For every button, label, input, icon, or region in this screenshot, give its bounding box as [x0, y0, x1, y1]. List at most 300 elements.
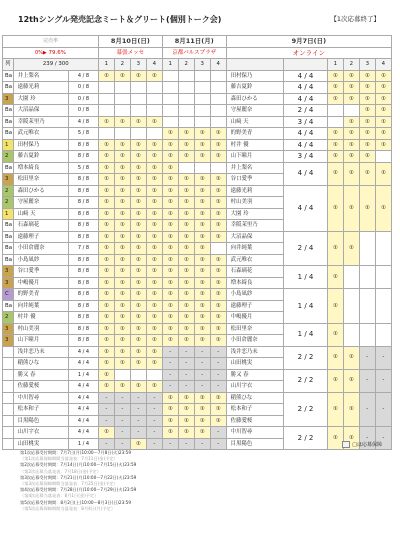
slot-cell[interactable]	[130, 369, 146, 381]
online-slot-cell[interactable]: ①	[375, 70, 391, 82]
online-slot-cell[interactable]: ①	[375, 128, 391, 140]
slot-cell[interactable]: ①	[130, 266, 146, 278]
slot-cell[interactable]: ①	[146, 162, 162, 174]
slot-cell[interactable]: ①	[210, 231, 226, 243]
slot-cell[interactable]: ①	[130, 381, 146, 393]
slot-cell[interactable]: ①	[162, 266, 178, 278]
online-slot-cell[interactable]: -	[375, 427, 391, 450]
slot-cell[interactable]: ①	[210, 185, 226, 197]
slot-cell[interactable]: ①	[130, 358, 146, 370]
online-slot-cell[interactable]: ①	[327, 231, 343, 266]
slot-cell[interactable]	[194, 93, 210, 105]
slot-cell[interactable]: ①	[162, 277, 178, 289]
slot-cell[interactable]: ①	[194, 312, 210, 324]
slot-cell[interactable]: ①	[178, 128, 194, 140]
slot-cell[interactable]: ①	[114, 185, 130, 197]
slot-cell[interactable]: ①	[146, 151, 162, 163]
slot-cell[interactable]: ①	[178, 208, 194, 220]
slot-cell[interactable]: ①	[162, 197, 178, 209]
slot-cell[interactable]: ①	[178, 185, 194, 197]
slot-cell[interactable]: ①	[114, 231, 130, 243]
online-slot-cell[interactable]: -	[359, 369, 375, 392]
online-slot-cell[interactable]: ①	[327, 392, 343, 427]
online-slot-cell[interactable]: ①	[375, 82, 391, 94]
slot-cell[interactable]: ①	[194, 243, 210, 255]
online-slot-cell[interactable]: ①	[327, 151, 343, 163]
slot-cell[interactable]: ①	[178, 151, 194, 163]
slot-cell[interactable]: ①	[146, 289, 162, 301]
online-slot-cell[interactable]: ①	[343, 93, 359, 105]
slot-cell[interactable]: -	[162, 358, 178, 370]
online-slot-cell[interactable]: ①	[343, 185, 359, 231]
slot-cell[interactable]: ①	[210, 151, 226, 163]
slot-cell[interactable]	[146, 369, 162, 381]
slot-cell[interactable]: ①	[114, 277, 130, 289]
online-slot-cell[interactable]	[375, 289, 391, 324]
online-slot-cell[interactable]: ①	[343, 82, 359, 94]
slot-cell[interactable]: -	[130, 392, 146, 404]
slot-cell[interactable]	[162, 105, 178, 117]
slot-cell[interactable]: -	[178, 346, 194, 358]
slot-cell[interactable]	[210, 93, 226, 105]
slot-cell[interactable]: ①	[146, 254, 162, 266]
slot-cell[interactable]	[162, 93, 178, 105]
slot-cell[interactable]: ①	[146, 346, 162, 358]
online-slot-cell[interactable]	[375, 151, 391, 163]
slot-cell[interactable]: -	[146, 404, 162, 416]
online-slot-cell[interactable]	[343, 323, 359, 346]
slot-cell[interactable]: ①	[130, 139, 146, 151]
slot-cell[interactable]: ①	[178, 174, 194, 186]
slot-cell[interactable]: ①	[162, 254, 178, 266]
slot-cell[interactable]: ①	[210, 392, 226, 404]
slot-cell[interactable]: ①	[114, 70, 130, 82]
online-slot-cell[interactable]: ①	[343, 392, 359, 427]
slot-cell[interactable]: ①	[98, 335, 114, 347]
slot-cell[interactable]: ①	[114, 358, 130, 370]
slot-cell[interactable]: -	[162, 346, 178, 358]
slot-cell[interactable]: ①	[98, 139, 114, 151]
slot-cell[interactable]: ①	[162, 208, 178, 220]
slot-cell[interactable]: -	[210, 358, 226, 370]
slot-cell[interactable]: ①	[194, 185, 210, 197]
slot-cell[interactable]	[98, 128, 114, 140]
online-slot-cell[interactable]: ①	[359, 162, 375, 185]
slot-cell[interactable]: ①	[130, 438, 146, 450]
slot-cell[interactable]	[178, 93, 194, 105]
online-slot-cell[interactable]: ①	[375, 162, 391, 185]
slot-cell[interactable]: ①	[194, 220, 210, 232]
slot-cell[interactable]: -	[194, 346, 210, 358]
slot-cell[interactable]: -	[210, 381, 226, 393]
online-slot-cell[interactable]: ①	[359, 105, 375, 117]
slot-cell[interactable]: ①	[178, 392, 194, 404]
slot-cell[interactable]: ①	[194, 277, 210, 289]
slot-cell[interactable]: ①	[194, 415, 210, 427]
slot-cell[interactable]: ①	[146, 220, 162, 232]
slot-cell[interactable]	[98, 105, 114, 117]
slot-cell[interactable]	[130, 93, 146, 105]
slot-cell[interactable]	[114, 128, 130, 140]
slot-cell[interactable]: ①	[210, 323, 226, 335]
slot-cell[interactable]: ①	[130, 220, 146, 232]
slot-cell[interactable]: ①	[114, 312, 130, 324]
slot-cell[interactable]: ①	[130, 231, 146, 243]
slot-cell[interactable]: ①	[114, 162, 130, 174]
online-slot-cell[interactable]	[359, 289, 375, 324]
online-slot-cell[interactable]	[327, 105, 343, 117]
online-slot-cell[interactable]: ①	[343, 151, 359, 163]
slot-cell[interactable]: -	[194, 438, 210, 450]
slot-cell[interactable]: ①	[162, 185, 178, 197]
online-slot-cell[interactable]: -	[375, 346, 391, 369]
slot-cell[interactable]: ①	[98, 369, 114, 381]
slot-cell[interactable]: ①	[98, 162, 114, 174]
slot-cell[interactable]: ①	[114, 220, 130, 232]
online-slot-cell[interactable]: ①	[327, 323, 343, 346]
slot-cell[interactable]: -	[210, 438, 226, 450]
slot-cell[interactable]: ①	[178, 220, 194, 232]
slot-cell[interactable]: -	[98, 392, 114, 404]
slot-cell[interactable]: ①	[162, 335, 178, 347]
slot-cell[interactable]: ①	[194, 335, 210, 347]
slot-cell[interactable]: ①	[194, 151, 210, 163]
slot-cell[interactable]: ①	[178, 427, 194, 439]
slot-cell[interactable]: ①	[210, 312, 226, 324]
slot-cell[interactable]: ①	[194, 197, 210, 209]
slot-cell[interactable]: ①	[194, 139, 210, 151]
slot-cell[interactable]: ①	[114, 197, 130, 209]
slot-cell[interactable]	[130, 82, 146, 94]
slot-cell[interactable]: -	[194, 381, 210, 393]
online-slot-cell[interactable]: ①	[327, 346, 343, 369]
slot-cell[interactable]: -	[146, 415, 162, 427]
slot-cell[interactable]: ①	[162, 427, 178, 439]
slot-cell[interactable]	[210, 82, 226, 94]
slot-cell[interactable]: ①	[130, 208, 146, 220]
online-slot-cell[interactable]	[359, 323, 375, 346]
slot-cell[interactable]: ①	[146, 243, 162, 255]
slot-cell[interactable]: ①	[98, 300, 114, 312]
slot-cell[interactable]: ①	[130, 289, 146, 301]
slot-cell[interactable]: ①	[162, 151, 178, 163]
slot-cell[interactable]	[210, 116, 226, 128]
slot-cell[interactable]: ①	[146, 266, 162, 278]
slot-cell[interactable]: ①	[114, 139, 130, 151]
slot-cell[interactable]: ①	[130, 323, 146, 335]
slot-cell[interactable]	[162, 70, 178, 82]
slot-cell[interactable]: ①	[114, 323, 130, 335]
slot-cell[interactable]: ①	[130, 70, 146, 82]
slot-cell[interactable]	[194, 105, 210, 117]
slot-cell[interactable]: ①	[162, 289, 178, 301]
slot-cell[interactable]: ①	[98, 151, 114, 163]
slot-cell[interactable]	[194, 70, 210, 82]
slot-cell[interactable]: ①	[210, 174, 226, 186]
slot-cell[interactable]: ①	[162, 139, 178, 151]
slot-cell[interactable]: ①	[162, 300, 178, 312]
slot-cell[interactable]: ①	[210, 266, 226, 278]
slot-cell[interactable]: ①	[146, 277, 162, 289]
slot-cell[interactable]: ①	[178, 266, 194, 278]
slot-cell[interactable]: ①	[210, 220, 226, 232]
online-slot-cell[interactable]: ①	[327, 70, 343, 82]
slot-cell[interactable]: ①	[114, 289, 130, 301]
slot-cell[interactable]: ①	[162, 392, 178, 404]
slot-cell[interactable]: ①	[194, 266, 210, 278]
online-slot-cell[interactable]	[343, 105, 359, 117]
slot-cell[interactable]	[130, 128, 146, 140]
online-slot-cell[interactable]: ①	[343, 427, 359, 450]
online-slot-cell[interactable]: -	[359, 427, 375, 450]
slot-cell[interactable]: ①	[146, 70, 162, 82]
slot-cell[interactable]: ①	[178, 277, 194, 289]
online-slot-cell[interactable]: ①	[359, 82, 375, 94]
slot-cell[interactable]: ①	[98, 277, 114, 289]
online-slot-cell[interactable]: -	[359, 392, 375, 427]
slot-cell[interactable]	[146, 105, 162, 117]
online-slot-cell[interactable]: ①	[375, 116, 391, 128]
slot-cell[interactable]: ①	[194, 174, 210, 186]
slot-cell[interactable]: -	[98, 438, 114, 450]
slot-cell[interactable]: ①	[130, 116, 146, 128]
slot-cell[interactable]: ①	[162, 404, 178, 416]
online-slot-cell[interactable]: ①	[359, 151, 375, 163]
slot-cell[interactable]: ①	[194, 208, 210, 220]
slot-cell[interactable]: ①	[114, 151, 130, 163]
slot-cell[interactable]: -	[98, 404, 114, 416]
slot-cell[interactable]: ①	[130, 243, 146, 255]
online-slot-cell[interactable]: ①	[359, 70, 375, 82]
slot-cell[interactable]: -	[178, 381, 194, 393]
slot-cell[interactable]: -	[178, 369, 194, 381]
slot-cell[interactable]: ①	[98, 243, 114, 255]
slot-cell[interactable]: ①	[210, 254, 226, 266]
slot-cell[interactable]: -	[178, 438, 194, 450]
online-slot-cell[interactable]: ①	[327, 93, 343, 105]
slot-cell[interactable]: -	[114, 427, 130, 439]
online-slot-cell[interactable]: ①	[343, 231, 359, 266]
online-slot-cell[interactable]: ①	[343, 70, 359, 82]
slot-cell[interactable]: ①	[98, 266, 114, 278]
slot-cell[interactable]	[178, 116, 194, 128]
slot-cell[interactable]: ①	[98, 323, 114, 335]
slot-cell[interactable]: ①	[210, 335, 226, 347]
slot-cell[interactable]	[146, 128, 162, 140]
slot-cell[interactable]: -	[98, 415, 114, 427]
slot-cell[interactable]	[178, 105, 194, 117]
slot-cell[interactable]: ①	[210, 289, 226, 301]
slot-cell[interactable]: ①	[178, 231, 194, 243]
slot-cell[interactable]: ①	[178, 335, 194, 347]
online-slot-cell[interactable]: ①	[327, 185, 343, 231]
slot-cell[interactable]	[194, 162, 210, 174]
slot-cell[interactable]: ①	[130, 312, 146, 324]
slot-cell[interactable]: ①	[130, 185, 146, 197]
slot-cell[interactable]: ①	[114, 335, 130, 347]
slot-cell[interactable]: ①	[114, 208, 130, 220]
slot-cell[interactable]: ①	[114, 381, 130, 393]
slot-cell[interactable]: ①	[98, 289, 114, 301]
slot-cell[interactable]: ①	[146, 185, 162, 197]
slot-cell[interactable]: ①	[98, 70, 114, 82]
slot-cell[interactable]: ①	[130, 335, 146, 347]
slot-cell[interactable]	[114, 369, 130, 381]
slot-cell[interactable]: -	[210, 369, 226, 381]
slot-cell[interactable]: ①	[114, 254, 130, 266]
online-slot-cell[interactable]: ①	[359, 93, 375, 105]
slot-cell[interactable]	[114, 105, 130, 117]
slot-cell[interactable]: ①	[210, 139, 226, 151]
slot-cell[interactable]: ①	[130, 174, 146, 186]
online-slot-cell[interactable]: -	[375, 392, 391, 427]
online-slot-cell[interactable]	[375, 231, 391, 266]
slot-cell[interactable]: ①	[194, 323, 210, 335]
slot-cell[interactable]: ①	[162, 174, 178, 186]
slot-cell[interactable]	[98, 93, 114, 105]
slot-cell[interactable]: ①	[98, 312, 114, 324]
slot-cell[interactable]: ①	[194, 289, 210, 301]
slot-cell[interactable]: ①	[162, 162, 178, 174]
slot-cell[interactable]: ①	[146, 174, 162, 186]
slot-cell[interactable]: ①	[98, 381, 114, 393]
slot-cell[interactable]: ①	[130, 346, 146, 358]
online-slot-cell[interactable]: ①	[375, 185, 391, 231]
slot-cell[interactable]: ①	[210, 197, 226, 209]
slot-cell[interactable]: ①	[194, 254, 210, 266]
slot-cell[interactable]	[114, 93, 130, 105]
slot-cell[interactable]: ①	[162, 243, 178, 255]
slot-cell[interactable]	[210, 70, 226, 82]
slot-cell[interactable]: -	[146, 427, 162, 439]
slot-cell[interactable]: -	[178, 358, 194, 370]
slot-cell[interactable]	[162, 82, 178, 94]
slot-cell[interactable]	[178, 70, 194, 82]
online-slot-cell[interactable]	[343, 289, 359, 324]
online-slot-cell[interactable]: ①	[327, 162, 343, 185]
online-slot-cell[interactable]: ①	[343, 116, 359, 128]
slot-cell[interactable]: -	[210, 427, 226, 439]
slot-cell[interactable]: ①	[146, 358, 162, 370]
slot-cell[interactable]: ①	[210, 404, 226, 416]
slot-cell[interactable]: ①	[98, 254, 114, 266]
slot-cell[interactable]	[210, 162, 226, 174]
online-slot-cell[interactable]: ①	[327, 266, 343, 289]
slot-cell[interactable]	[210, 243, 226, 255]
online-slot-cell[interactable]: ①	[359, 128, 375, 140]
slot-cell[interactable]: ①	[98, 208, 114, 220]
slot-cell[interactable]: -	[194, 358, 210, 370]
slot-cell[interactable]: ①	[194, 231, 210, 243]
slot-cell[interactable]: ①	[114, 266, 130, 278]
online-slot-cell[interactable]	[375, 323, 391, 346]
slot-cell[interactable]	[210, 105, 226, 117]
slot-cell[interactable]: ①	[194, 404, 210, 416]
slot-cell[interactable]: ①	[146, 323, 162, 335]
online-slot-cell[interactable]	[359, 231, 375, 266]
slot-cell[interactable]: -	[194, 369, 210, 381]
online-slot-cell[interactable]: ①	[359, 185, 375, 231]
slot-cell[interactable]: -	[146, 438, 162, 450]
slot-cell[interactable]: ①	[98, 185, 114, 197]
slot-cell[interactable]	[162, 116, 178, 128]
slot-cell[interactable]: ①	[130, 277, 146, 289]
online-slot-cell[interactable]: ①	[359, 139, 375, 151]
slot-cell[interactable]: ①	[130, 300, 146, 312]
slot-cell[interactable]: ①	[210, 277, 226, 289]
slot-cell[interactable]: ①	[210, 415, 226, 427]
slot-cell[interactable]	[114, 82, 130, 94]
slot-cell[interactable]: -	[162, 381, 178, 393]
slot-cell[interactable]: ①	[114, 243, 130, 255]
online-slot-cell[interactable]	[343, 266, 359, 289]
slot-cell[interactable]: ①	[98, 358, 114, 370]
online-slot-cell[interactable]: ①	[343, 346, 359, 369]
online-slot-cell[interactable]: ①	[343, 369, 359, 392]
slot-cell[interactable]: -	[114, 415, 130, 427]
slot-cell[interactable]: -	[130, 404, 146, 416]
online-slot-cell[interactable]: ①	[327, 82, 343, 94]
slot-cell[interactable]: ①	[130, 151, 146, 163]
slot-cell[interactable]: ①	[146, 208, 162, 220]
online-slot-cell[interactable]	[327, 116, 343, 128]
slot-cell[interactable]: ①	[210, 300, 226, 312]
online-slot-cell[interactable]: ①	[343, 162, 359, 185]
slot-cell[interactable]: -	[146, 392, 162, 404]
slot-cell[interactable]: ①	[146, 335, 162, 347]
slot-cell[interactable]: ①	[162, 323, 178, 335]
slot-cell[interactable]: ①	[178, 254, 194, 266]
slot-cell[interactable]: ①	[146, 139, 162, 151]
slot-cell[interactable]: ①	[162, 128, 178, 140]
slot-cell[interactable]: ①	[98, 174, 114, 186]
slot-cell[interactable]: ①	[178, 289, 194, 301]
slot-cell[interactable]: -	[130, 415, 146, 427]
online-slot-cell[interactable]: ①	[327, 427, 343, 450]
online-slot-cell[interactable]: ①	[327, 128, 343, 140]
online-slot-cell[interactable]: ①	[343, 139, 359, 151]
slot-cell[interactable]: -	[114, 404, 130, 416]
online-slot-cell[interactable]: -	[375, 369, 391, 392]
slot-cell[interactable]	[98, 82, 114, 94]
slot-cell[interactable]	[194, 116, 210, 128]
online-slot-cell[interactable]: ①	[375, 93, 391, 105]
slot-cell[interactable]: ①	[178, 415, 194, 427]
slot-cell[interactable]: ①	[194, 300, 210, 312]
slot-cell[interactable]: ①	[130, 254, 146, 266]
slot-cell[interactable]: ①	[114, 300, 130, 312]
slot-cell[interactable]: ①	[98, 427, 114, 439]
slot-cell[interactable]: ①	[130, 162, 146, 174]
slot-cell[interactable]: ①	[130, 197, 146, 209]
slot-cell[interactable]	[178, 162, 194, 174]
slot-cell[interactable]	[178, 82, 194, 94]
slot-cell[interactable]: ①	[146, 116, 162, 128]
slot-cell[interactable]: ①	[178, 312, 194, 324]
slot-cell[interactable]: ①	[146, 312, 162, 324]
slot-cell[interactable]: ①	[98, 346, 114, 358]
slot-cell[interactable]: ①	[162, 312, 178, 324]
slot-cell[interactable]: ①	[98, 220, 114, 232]
slot-cell[interactable]: ①	[146, 231, 162, 243]
online-slot-cell[interactable]: ①	[327, 139, 343, 151]
online-slot-cell[interactable]: -	[359, 346, 375, 369]
online-slot-cell[interactable]: ①	[359, 116, 375, 128]
slot-cell[interactable]: ①	[162, 220, 178, 232]
slot-cell[interactable]: ①	[178, 197, 194, 209]
slot-cell[interactable]: ①	[114, 346, 130, 358]
slot-cell[interactable]: ①	[194, 128, 210, 140]
